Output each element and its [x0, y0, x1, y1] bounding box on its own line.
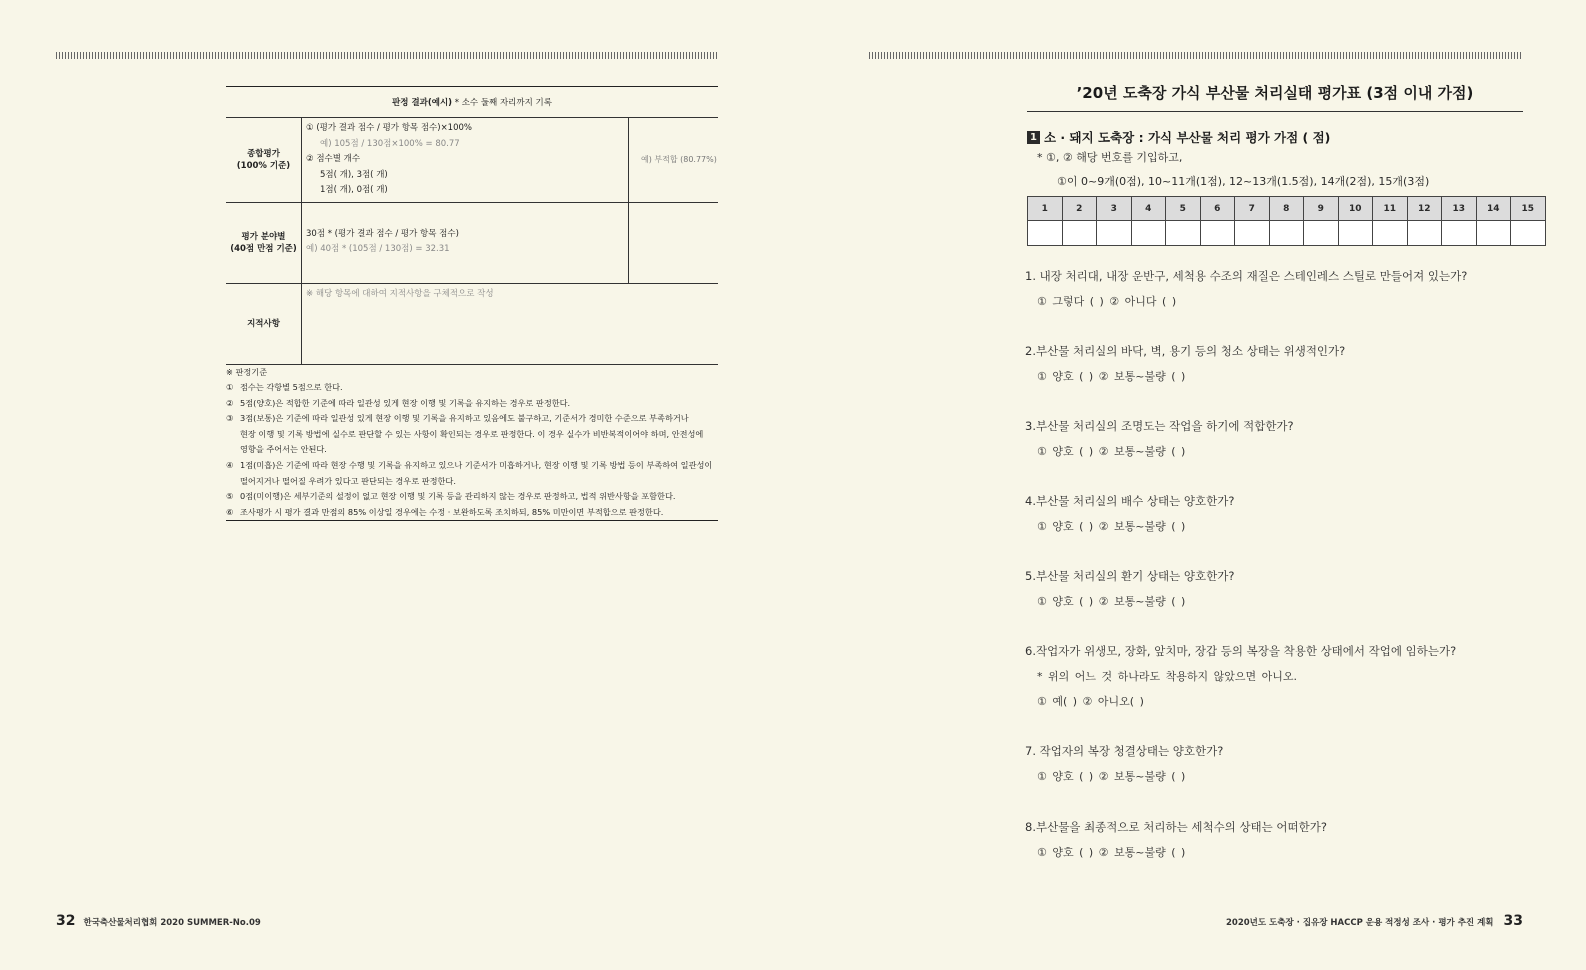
- grid-input-cell[interactable]: [1442, 221, 1477, 246]
- row-content: [302, 202, 629, 283]
- footer-text: 한국축산물처리협회 2020 SUMMER-No.09: [83, 918, 261, 928]
- question-text: 3.부산물 처리실의 조명도는 작업을 하기에 적합한가?: [1025, 419, 1294, 433]
- grid-input-cell[interactable]: [1200, 221, 1235, 246]
- table-header-title: 판정 결과(예시): [392, 98, 453, 108]
- row-label: [226, 202, 302, 283]
- table-row: [226, 283, 718, 364]
- content-line: 5점( 개), 3점( 개): [320, 169, 388, 180]
- row-content: [302, 283, 719, 364]
- criteria-num: ②: [226, 397, 234, 408]
- grid-input-cell[interactable]: [1407, 221, 1442, 246]
- page-number: 32: [56, 913, 76, 929]
- grid-header-cell: 10: [1338, 197, 1373, 221]
- question-text: 5.부산물 처리실의 환기 상태는 양호한가?: [1025, 569, 1235, 583]
- answer-options[interactable]: ① 양호 ( ) ② 보통~불량 ( ): [1037, 445, 1186, 458]
- grid-input-cell[interactable]: [1235, 221, 1270, 246]
- content-line: 예) 40점 * (105점 / 130점) = 32.31: [306, 244, 450, 254]
- answer-options[interactable]: ① 양호 ( ) ② 보통~불량 ( ): [1037, 595, 1186, 608]
- grid-header-cell: 14: [1476, 197, 1511, 221]
- grid-input-cell[interactable]: [1476, 221, 1511, 246]
- grid-header-cell: 8: [1269, 197, 1304, 221]
- right-footer: [1226, 913, 1523, 929]
- grid-input-cell[interactable]: [1166, 221, 1201, 246]
- grid-input-cell[interactable]: [1338, 221, 1373, 246]
- question-text: 7. 작업자의 복장 청결상태는 양호한가?: [1025, 744, 1224, 758]
- page-title: ’20년 도축장 가식 부산물 처리실태 평가표 (3점 이내 가점): [1027, 82, 1523, 112]
- criteria-text: 조사평가 시 평가 결과 만점의 85% 이상일 경우에는 수정 · 보완하도록 조치하되, 85% 미만이면 부적합으로 판정한다.: [240, 506, 664, 517]
- grid-input-cell[interactable]: [1062, 221, 1097, 246]
- question-text: 6.작업자가 위생모, 장화, 앞치마, 장갑 등의 복장을 착용한 상태에서 작업에 임하는가?: [1025, 644, 1457, 658]
- grid-input-cell[interactable]: [1269, 221, 1304, 246]
- section-note: ①이 0~9개(0점), 10~11개(1점), 12~13개(1.5점), 14개(2점), 15개(3점): [1057, 175, 1430, 188]
- grid-header-cell: 5: [1166, 197, 1201, 221]
- criteria-text: 3점(보통)은 기준에 따라 일관성 있게 현장 이행 및 기록을 유지하고 있음에도 불구하고, 기준서가 경미한 수준으로 부족하거나: [240, 413, 689, 424]
- criteria-text: 0점(미이행)은 세부기준의 설정이 없고 현장 이행 및 기록 등을 관리하지 않는 경우로 판정하고, 법적 위반사항을 포함한다.: [240, 491, 676, 502]
- question-text: 1. 내장 처리대, 내장 운반구, 세척용 수조의 재질은 스테인레스 스틸로 만들어져 있는가?: [1025, 269, 1468, 283]
- criteria-num: ①: [226, 382, 234, 393]
- grid-header-cell: 9: [1304, 197, 1339, 221]
- criteria-num: ⑥: [226, 506, 234, 517]
- score-grid: [1027, 196, 1546, 246]
- answer-options[interactable]: ① 양호 ( ) ② 보통~불량 ( ): [1037, 846, 1186, 859]
- criteria-text: 떨어지거나 떨어질 우려가 있다고 판단되는 경우로 판정한다.: [240, 475, 456, 486]
- top-dotted-rule: [869, 52, 1523, 59]
- row-label-line: 평가 분야별: [241, 231, 286, 242]
- question-text: 2.부산물 처리실의 바닥, 벽, 용기 등의 청소 상태는 위생적인가?: [1025, 344, 1346, 358]
- criteria-num: ⑤: [226, 491, 234, 502]
- table-header: [226, 87, 718, 118]
- grid-input-cell[interactable]: [1097, 221, 1132, 246]
- grid-input-cell[interactable]: [1028, 221, 1063, 246]
- answer-options[interactable]: ① 그렇다 ( ) ② 아니다 ( ): [1037, 295, 1177, 308]
- grid-input-cell[interactable]: [1131, 221, 1166, 246]
- content-line: ※ 해당 항목에 대하여 지적사항을 구체적으로 작성: [306, 288, 494, 299]
- question-text: 8.부산물을 최종적으로 처리하는 세척수의 상태는 어떠한가?: [1025, 820, 1327, 834]
- answer-options[interactable]: ① 양호 ( ) ② 보통~불량 ( ): [1037, 520, 1186, 533]
- grid-header-cell: 1: [1028, 197, 1063, 221]
- row-label: 지적사항: [226, 283, 302, 364]
- grid-header-cell: 15: [1511, 197, 1546, 221]
- criteria-num: ④: [226, 460, 234, 471]
- row-content: [302, 118, 629, 203]
- criteria-title: ※ 판정기준: [226, 366, 268, 377]
- grid-input-cell[interactable]: [1511, 221, 1546, 246]
- right-page: [793, 0, 1586, 970]
- grid-header-cell: 11: [1373, 197, 1408, 221]
- row-label-line: (100% 기준): [236, 160, 291, 171]
- page-number: 33: [1503, 913, 1523, 929]
- table-row: [226, 202, 718, 283]
- judgement-table: [226, 86, 718, 521]
- grid-input-cell[interactable]: [1373, 221, 1408, 246]
- content-line: 30점 * (평가 결과 점수 / 평가 항목 점수): [306, 228, 459, 239]
- grid-header-cell: 7: [1235, 197, 1270, 221]
- answer-options[interactable]: ① 양호 ( ) ② 보통~불량 ( ): [1037, 370, 1186, 383]
- section-number-badge: 1: [1027, 131, 1040, 144]
- criteria-num: ③: [226, 413, 234, 424]
- grid-header-cell: 6: [1200, 197, 1235, 221]
- criteria-block: [226, 364, 718, 521]
- answer-options[interactable]: ① 양호 ( ) ② 보통~불량 ( ): [1037, 770, 1186, 783]
- criteria-text: 5점(양호)은 적합한 기준에 따라 일관성 있게 현장 이행 및 기록을 유지하는 경우로 판정한다.: [240, 397, 571, 408]
- footer-text: 2020년도 도축장 · 집유장 HACCP 운용 적정성 조사 · 평가 추진 계획: [1226, 918, 1494, 928]
- criteria-text: 현장 이행 및 기록 방법에 실수로 판단할 수 있는 사항이 확인되는 경우로 판정한다. 이 경우 실수가 비반복적이어야 하며, 안전성에: [240, 428, 704, 439]
- row-result: [629, 202, 719, 283]
- criteria-text: 영향을 주어서는 안된다.: [240, 444, 327, 455]
- row-label-line: (40점 만점 기준): [230, 243, 297, 254]
- content-line: 예) 105점 / 130점×100% = 80.77: [320, 138, 460, 149]
- content-line: ② 점수별 개수: [306, 154, 361, 164]
- grid-header-cell: 12: [1407, 197, 1442, 221]
- criteria-text: 1점(미흡)은 기준에 따라 현장 수행 및 기록을 유지하고 있으나 기준서가 미흡하거나, 현장 이행 및 기록 방법 등이 부족하여 일관성이: [240, 460, 713, 471]
- content-line: 1점( 개), 0점( 개): [320, 185, 388, 195]
- table-row: [226, 118, 718, 203]
- grid-header-cell: 4: [1131, 197, 1166, 221]
- grid-header-cell: 3: [1097, 197, 1132, 221]
- question-text: 4.부산물 처리실의 배수 상태는 양호한가?: [1025, 494, 1235, 508]
- top-dotted-rule: [56, 52, 718, 59]
- section-heading-text: 소 · 돼지 도축장 : 가식 부산물 처리 평가 가점 ( 점): [1044, 130, 1331, 145]
- answer-options[interactable]: ① 예( ) ② 아니오( ): [1037, 695, 1144, 708]
- left-footer: [56, 913, 261, 929]
- section-note: * ①, ② 해당 번호를 기입하고,: [1037, 151, 1183, 164]
- criteria-text: 점수는 각항별 5점으로 한다.: [240, 382, 343, 393]
- question-note: * 위의 어느 것 하나라도 착용하지 않았으면 아니오.: [1037, 670, 1297, 683]
- content-line: ① (평가 결과 점수 / 평가 항목 점수)×100%: [306, 123, 472, 133]
- table-header-note: * 소수 둘째 자리까지 기록: [452, 98, 552, 108]
- grid-header-cell: 13: [1442, 197, 1477, 221]
- grid-input-cell[interactable]: [1304, 221, 1339, 246]
- row-result: 예) 부적합 (80.77%): [629, 118, 719, 203]
- row-label-line: 종합평가: [247, 148, 280, 159]
- grid-header-cell: 2: [1062, 197, 1097, 221]
- section-heading: [1027, 128, 1330, 146]
- row-label: [226, 118, 302, 203]
